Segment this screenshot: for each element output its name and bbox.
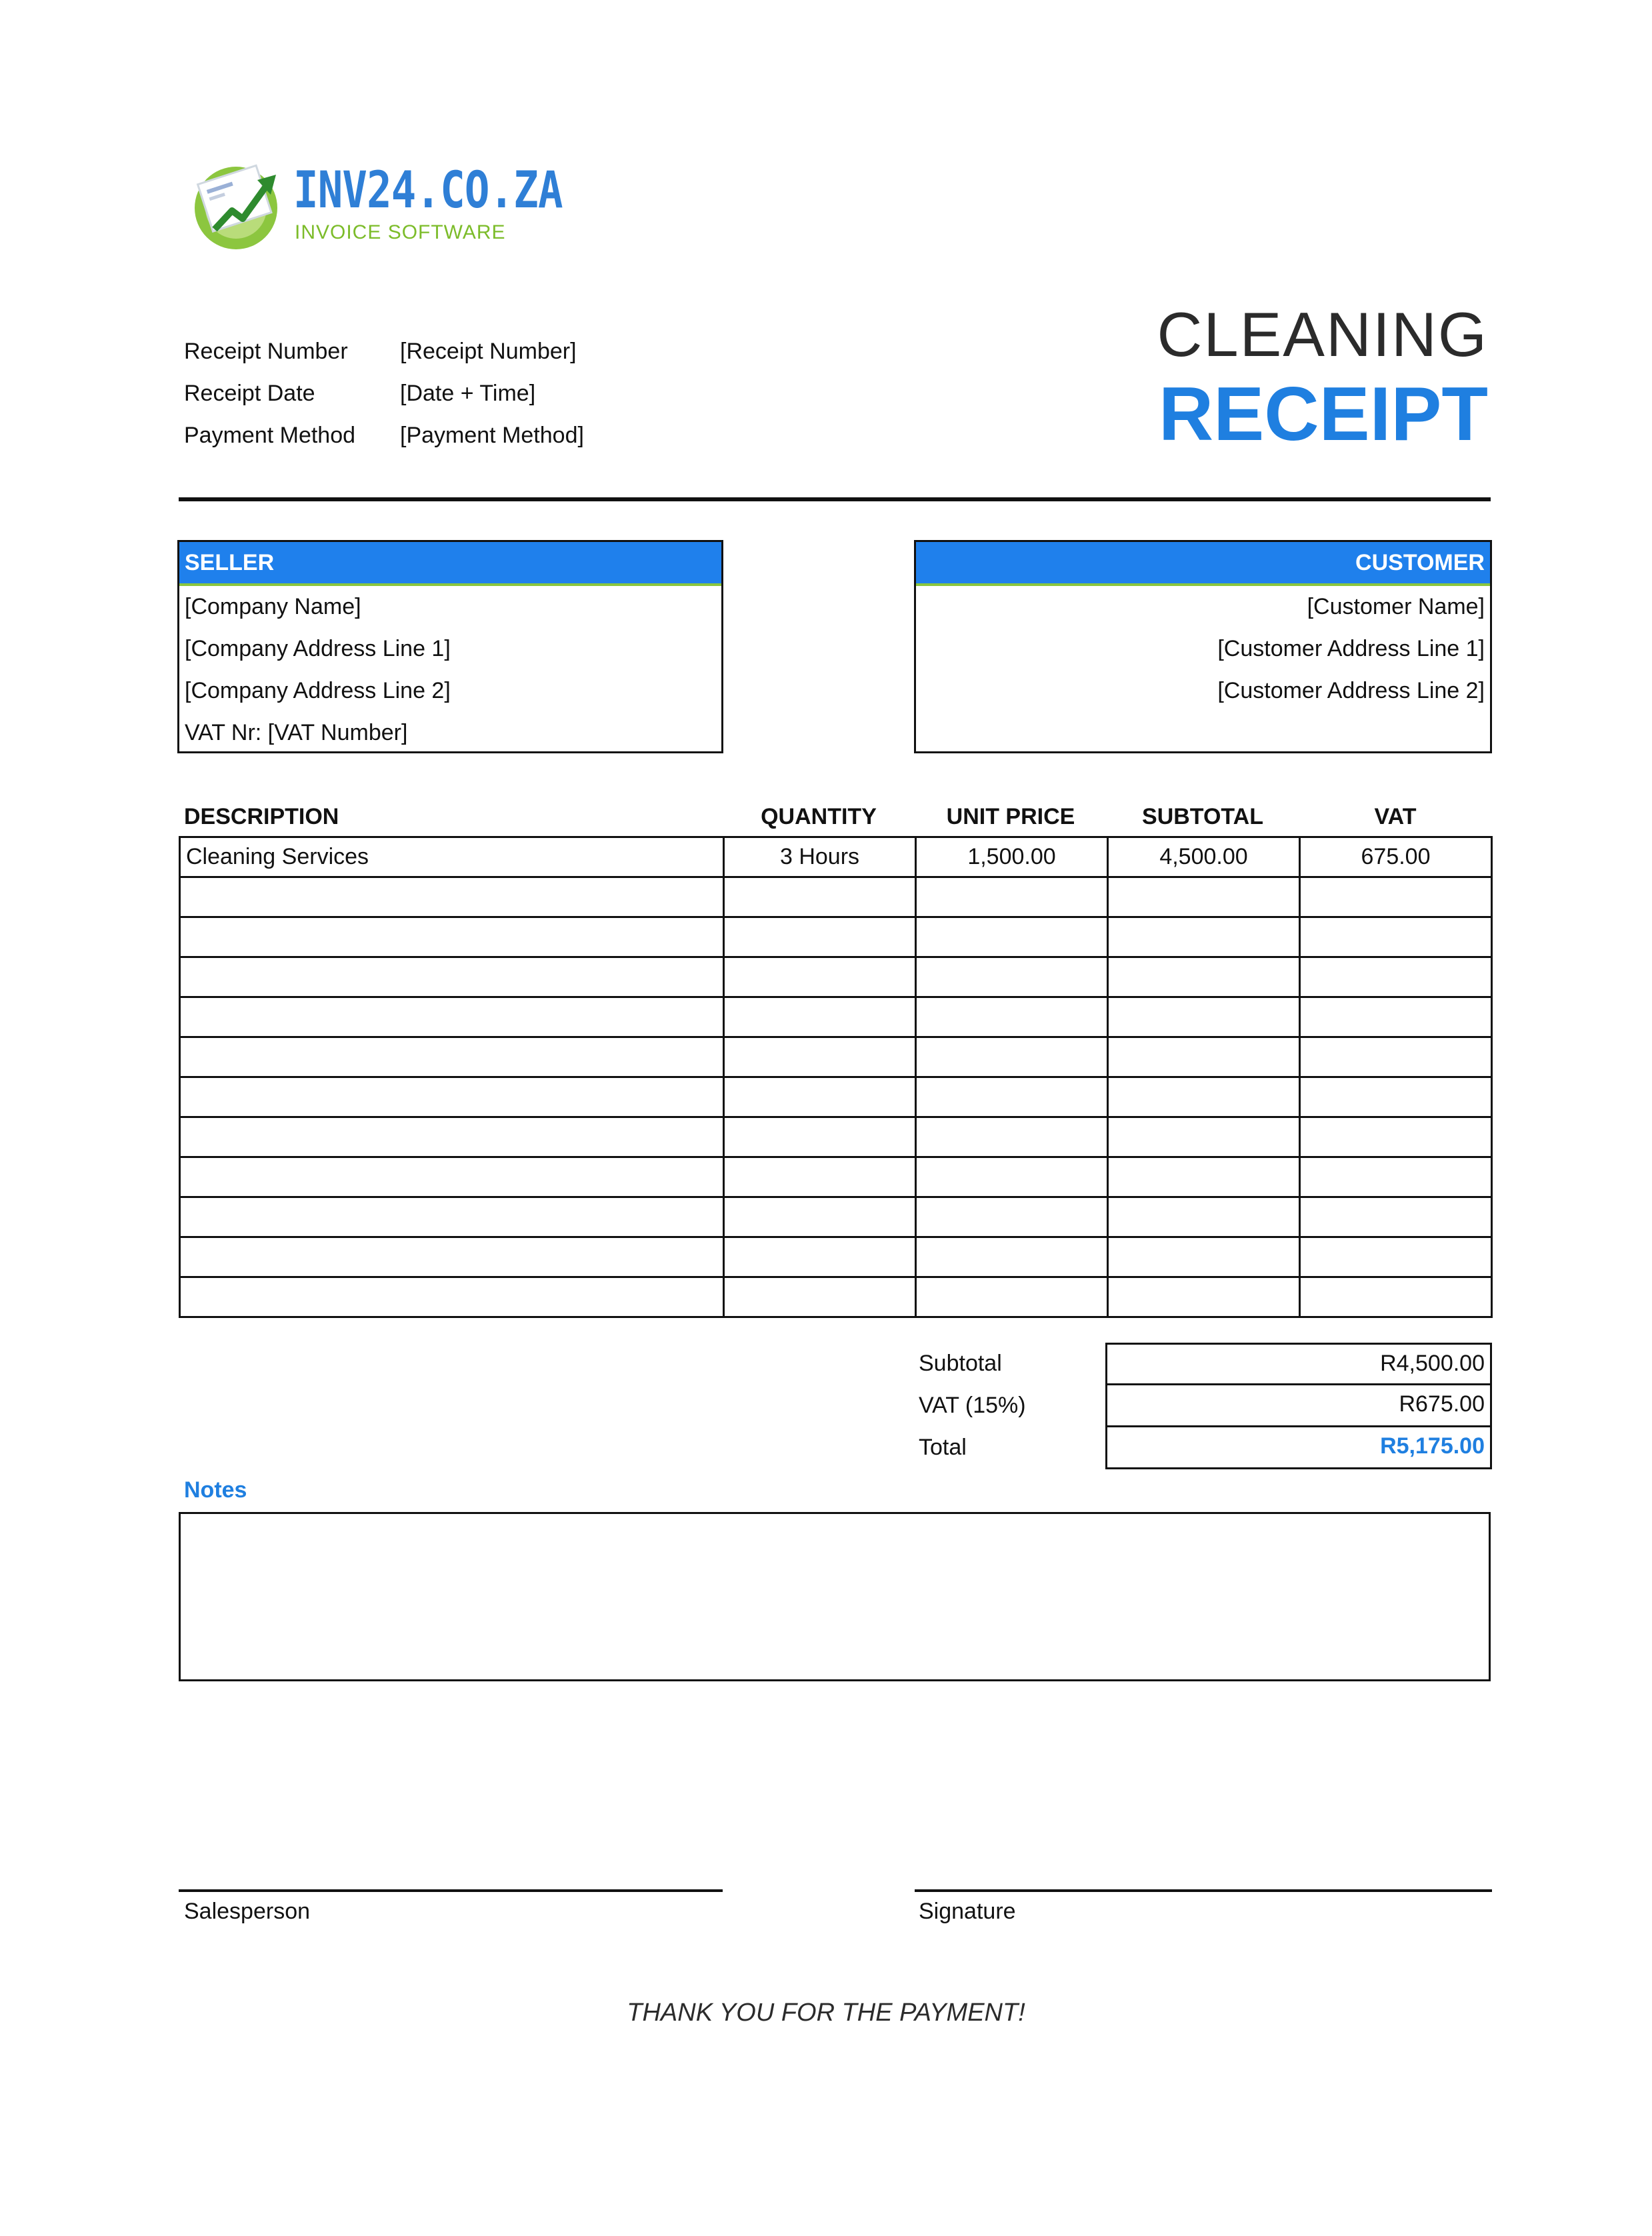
seller-company-name: [Company Name]: [185, 594, 361, 619]
total-label: Total: [919, 1435, 967, 1460]
payment-method-label: Payment Method: [184, 423, 356, 448]
cell-vat: [1300, 917, 1492, 957]
cell-subtotal: [1108, 957, 1300, 997]
cell-unit-price: [916, 997, 1108, 1037]
cell-vat: [1300, 1157, 1492, 1197]
customer-address-line-1: [Customer Address Line 1]: [1217, 636, 1485, 661]
cell-unit-price: [916, 1197, 1108, 1237]
cell-vat: [1300, 1077, 1492, 1117]
cell-unit-price: [916, 1077, 1108, 1117]
thank-you-message: THANK YOU FOR THE PAYMENT!: [627, 1999, 1025, 2027]
cell-subtotal: [1108, 1117, 1300, 1157]
receipt-number-label: Receipt Number: [184, 339, 348, 364]
signature-line: [915, 1889, 1492, 1892]
cell-subtotal: [1108, 1157, 1300, 1197]
seller-address-line-2: [Company Address Line 2]: [185, 678, 451, 703]
receipt-date-value: [Date + Time]: [400, 381, 536, 406]
cell-vat: [1300, 1117, 1492, 1157]
table-row: [180, 997, 1492, 1037]
column-header-description: DESCRIPTION: [184, 804, 339, 829]
notes-text: [181, 1514, 1489, 1527]
line-items-table: [179, 836, 1493, 1318]
cell-quantity: [724, 917, 916, 957]
cell-unit-price: [916, 1237, 1108, 1277]
salesperson-label: Salesperson: [184, 1899, 311, 1924]
receipt-date-label: Receipt Date: [184, 381, 315, 406]
header-divider: [179, 497, 1491, 501]
total-value: R5,175.00: [1105, 1425, 1492, 1469]
notes-label: Notes: [184, 1477, 247, 1503]
salesperson-signature-line: [179, 1889, 723, 1892]
cell-description: [180, 917, 724, 957]
cell-quantity: [724, 997, 916, 1037]
vat-value: R675.00: [1105, 1383, 1492, 1427]
document-chart-arrow-icon: [188, 159, 288, 252]
table-row: [180, 837, 1492, 877]
cell-subtotal: [1108, 1077, 1300, 1117]
table-row: [180, 1237, 1492, 1277]
column-header-vat: VAT: [1374, 804, 1417, 829]
cell-quantity: [724, 1157, 916, 1197]
cell-quantity: [724, 957, 916, 997]
table-row: [180, 1037, 1492, 1077]
cell-quantity: [724, 1117, 916, 1157]
cell-description: Cleaning Services: [180, 837, 724, 877]
seller-vat-number: VAT Nr: [VAT Number]: [185, 720, 408, 745]
cell-vat: [1300, 997, 1492, 1037]
cell-vat: [1300, 1277, 1492, 1317]
customer-address-line-2: [Customer Address Line 2]: [1217, 678, 1485, 703]
cell-description: [180, 1117, 724, 1157]
cell-description: [180, 997, 724, 1037]
column-header-unit-price: UNIT PRICE: [946, 804, 1075, 829]
seller-box: [177, 540, 723, 753]
receipt-number-value: [Receipt Number]: [400, 339, 577, 364]
cell-subtotal: [1108, 1277, 1300, 1317]
cell-quantity: 3 Hours: [724, 837, 916, 877]
cell-unit-price: [916, 1277, 1108, 1317]
cell-vat: [1300, 1237, 1492, 1277]
customer-box: [914, 540, 1492, 753]
table-row: [180, 1077, 1492, 1117]
document-title-line2: RECEIPT: [1158, 372, 1488, 457]
cell-quantity: [724, 1237, 916, 1277]
cell-subtotal: [1108, 917, 1300, 957]
cell-description: [180, 1077, 724, 1117]
cell-quantity: [724, 1077, 916, 1117]
table-row: [180, 877, 1492, 917]
logo-brand-text: INV24.CO.ZA: [293, 160, 563, 219]
cell-vat: [1300, 1037, 1492, 1077]
cell-subtotal: [1108, 997, 1300, 1037]
cell-quantity: [724, 1197, 916, 1237]
column-header-quantity: QUANTITY: [761, 804, 877, 829]
customer-name: [Customer Name]: [1307, 594, 1485, 619]
payment-method-value: [Payment Method]: [400, 423, 584, 448]
vat-label: VAT (15%): [919, 1393, 1026, 1418]
cell-description: [180, 1237, 724, 1277]
cell-subtotal: [1108, 877, 1300, 917]
signature-label: Signature: [919, 1899, 1016, 1924]
cell-unit-price: [916, 877, 1108, 917]
subtotal-label: Subtotal: [919, 1351, 1002, 1376]
cell-description: [180, 1277, 724, 1317]
document-title-line1: CLEANING: [1157, 299, 1488, 369]
customer-heading: CUSTOMER: [916, 542, 1490, 586]
seller-address-line-1: [Company Address Line 1]: [185, 636, 451, 661]
table-row: [180, 1157, 1492, 1197]
cell-quantity: [724, 1277, 916, 1317]
table-row: [180, 917, 1492, 957]
cell-vat: [1300, 1197, 1492, 1237]
cell-vat: [1300, 957, 1492, 997]
column-header-subtotal: SUBTOTAL: [1142, 804, 1263, 829]
cell-description: [180, 1197, 724, 1237]
cell-unit-price: [916, 1117, 1108, 1157]
cell-unit-price: [916, 1157, 1108, 1197]
cell-description: [180, 877, 724, 917]
cell-vat: 675.00: [1300, 837, 1492, 877]
seller-heading: SELLER: [179, 542, 721, 586]
table-row: [180, 1277, 1492, 1317]
table-row: [180, 957, 1492, 997]
notes-field[interactable]: [179, 1512, 1491, 1681]
subtotal-value: R4,500.00: [1105, 1343, 1492, 1385]
cell-quantity: [724, 877, 916, 917]
cell-description: [180, 1157, 724, 1197]
cell-subtotal: 4,500.00: [1108, 837, 1300, 877]
cell-unit-price: [916, 957, 1108, 997]
cell-unit-price: 1,500.00: [916, 837, 1108, 877]
cell-description: [180, 1037, 724, 1077]
cell-subtotal: [1108, 1237, 1300, 1277]
cell-unit-price: [916, 917, 1108, 957]
company-logo: [188, 159, 563, 252]
cell-quantity: [724, 1037, 916, 1077]
logo-tagline: INVOICE SOFTWARE: [295, 221, 506, 243]
table-row: [180, 1197, 1492, 1237]
cell-vat: [1300, 877, 1492, 917]
cell-unit-price: [916, 1037, 1108, 1077]
cell-description: [180, 957, 724, 997]
cell-subtotal: [1108, 1037, 1300, 1077]
table-row: [180, 1117, 1492, 1157]
cell-subtotal: [1108, 1197, 1300, 1237]
